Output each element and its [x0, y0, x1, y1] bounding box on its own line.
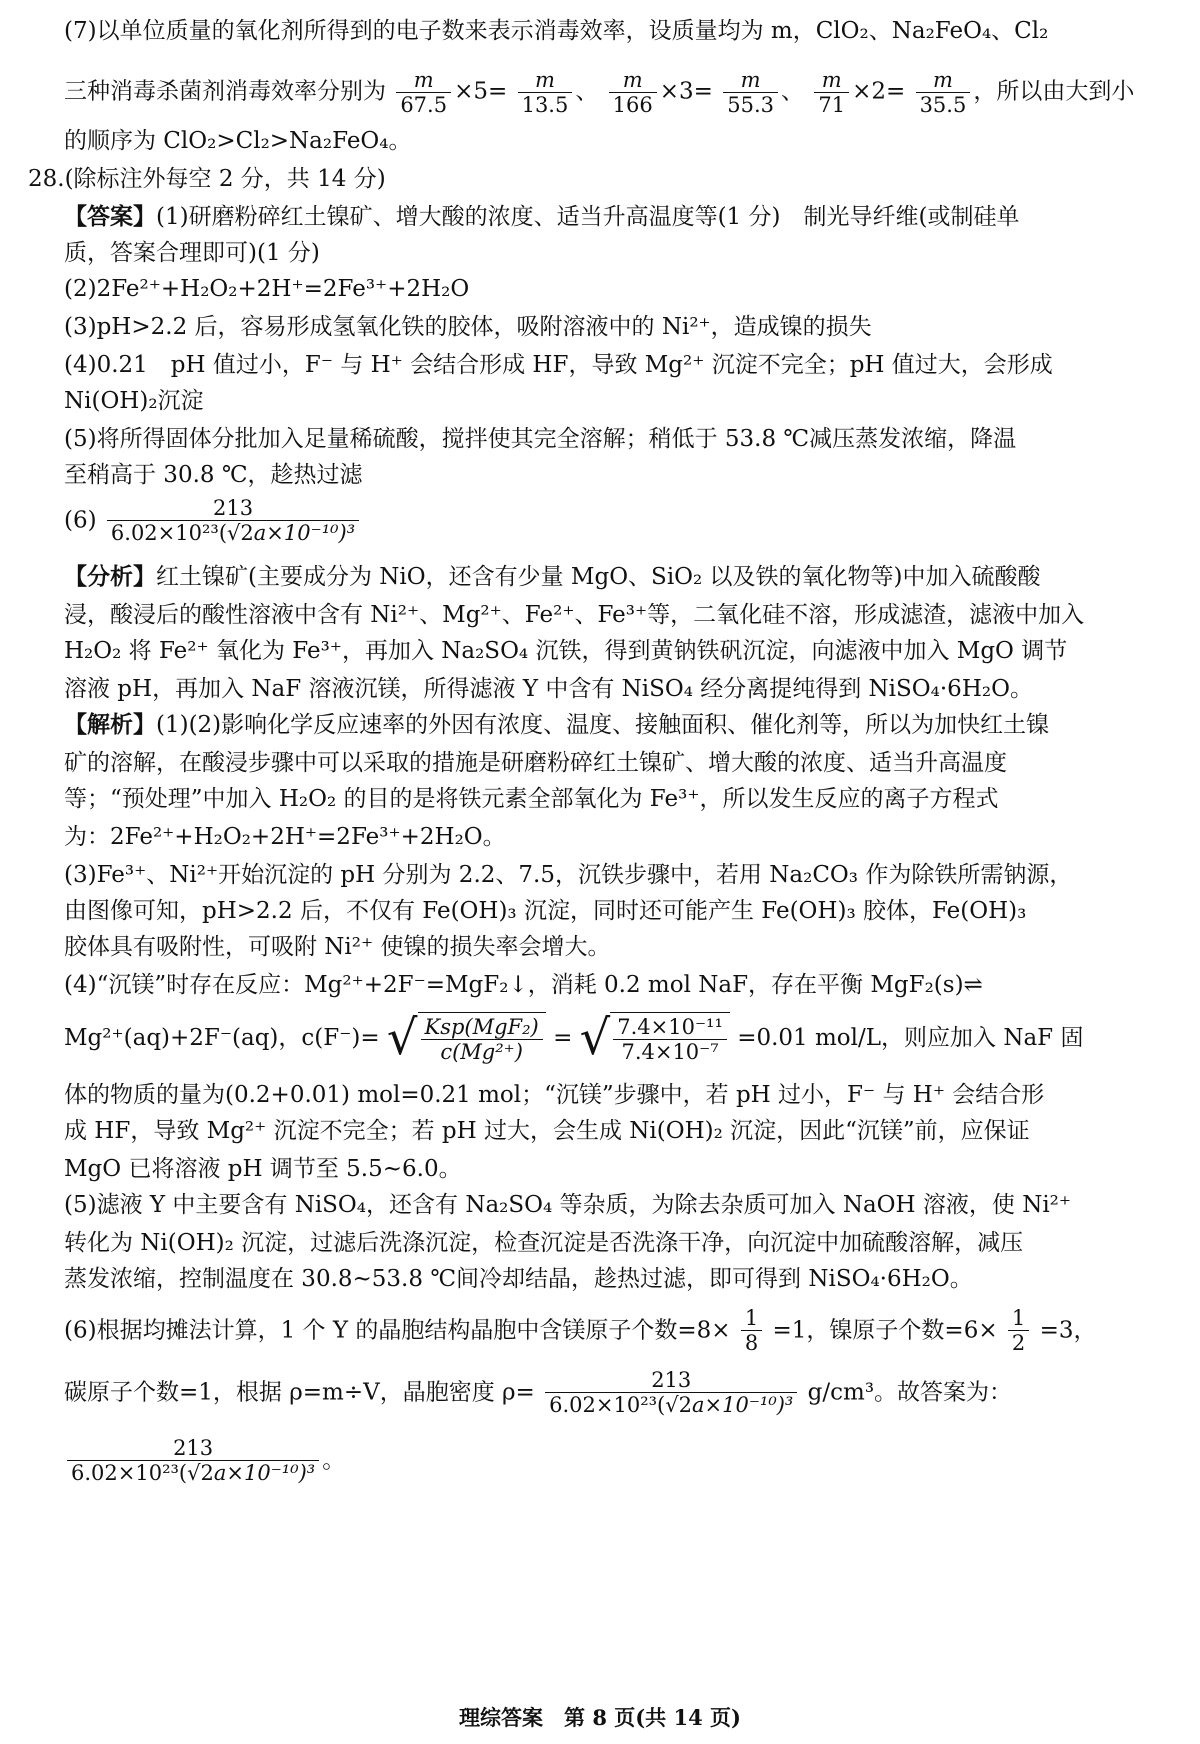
fraction: $\frac{m}{67.5}$ [396, 68, 451, 117]
explain-line9: Mg²⁺(aq)+2F⁻(aq)，c(F⁻)= √ $\frac{\text{Ksp(MgF₂)}}{\text{c(Mg²⁺)}}$ = √ $\frac{\text{7.4×10⁻¹¹}}{\text{7.4×10⁻⁷}}$ =0.01 mol/L，则应加入 NaF 固 [64, 1010, 1084, 1066]
density-fraction: $\frac{213}{\text{6.02×10²³(√2a×10⁻¹⁰)³}}$ [67, 1436, 319, 1485]
explain-line15: 蒸发浓缩，控制温度在 30.8~53.8 ℃间冷却结晶，趁热过滤，即可得到 NiSO₄·6H₂O。 [64, 1266, 973, 1292]
analysis-line2: 浸，酸浸后的酸性溶液中含有 Ni²⁺、Mg²⁺、Fe²⁺、Fe³⁺等，二氧化硅不溶，形成滤渣，滤液中加入 [64, 602, 1085, 628]
answer-line4b: Ni(OH)₂沉淀 [64, 388, 204, 414]
answer-line6: (6) $\frac{213}{\text{6.02×10²³(√2a×10⁻¹⁰)³}}$ [64, 496, 362, 545]
explain-line3: 等；“预处理”中加入 H₂O₂ 的目的是将铁元素全部氧化为 Fe³⁺，所以发生反应的离子方程式 [64, 786, 999, 812]
q28-heading: 28.(除标注外每空 2 分，共 14 分) [28, 166, 386, 192]
fraction: $\frac{m}{13.5}$ [518, 68, 573, 117]
analysis-line1: 【分析】红土镍矿(主要成分为 NiO，还含有少量 MgO、SiO₂ 以及铁的氧化物等)中加入硫酸酸 [64, 563, 1041, 590]
answer-line5b: 至稍高于 30.8 ℃，趁热过滤 [64, 462, 363, 488]
p7-line1: (7)以单位质量的氧化剂所得到的电子数来表示消毒效率，设质量均为 m，ClO₂、Na₂FeO₄、Cl₂ [64, 18, 1049, 44]
p7-line3: 的顺序为 ClO₂>Cl₂>Na₂FeO₄。 [64, 128, 412, 154]
explain-line12: MgO 已将溶液 pH 调节至 5.5~6.0。 [64, 1156, 462, 1182]
fraction: $\frac{m}{55.3}$ [723, 68, 778, 117]
answer-line2: (2)2Fe²⁺+H₂O₂+2H⁺=2Fe³⁺+2H₂O [64, 276, 470, 302]
fraction: $\frac{1}{8}$ [741, 1306, 762, 1355]
fraction: $\frac{1}{2}$ [1008, 1306, 1029, 1355]
fraction: $\frac{m}{166}$ [609, 68, 657, 117]
radical: √ $\frac{\text{Ksp(MgF₂)}}{\text{c(Mg²⁺)}}$ [387, 1012, 546, 1064]
density-fraction: $\frac{213}{\text{6.02×10²³(√2a×10⁻¹⁰)³}}$ [107, 496, 359, 545]
explain-line4: 为：2Fe²⁺+H₂O₂+2H⁺=2Fe³⁺+2H₂O。 [64, 824, 506, 850]
answer-line1b: 质，答案合理即可)(1 分) [64, 240, 320, 266]
answer-line3: (3)pH>2.2 后，容易形成氢氧化铁的胶体，吸附溶液中的 Ni²⁺，造成镍的损失 [64, 314, 872, 340]
explain-line17: 碳原子个数=1，根据 ρ=m÷V，晶胞密度 ρ= $\frac{213}{\text{6.02×10²³(√2a×10⁻¹⁰)³}}$ g/cm³。故答案为： [64, 1368, 1013, 1417]
explain-line2: 矿的溶解，在酸浸步骤中可以采取的措施是研磨粉碎红土镍矿、增大酸的浓度、适当升高温度 [64, 750, 1007, 776]
explain-line13: (5)滤液 Y 中主要含有 NiSO₄，还含有 Na₂SO₄ 等杂质，为除去杂质可加入 NaOH 溶液，使 Ni²⁺ [64, 1192, 1072, 1218]
explain-line1: 【解析】(1)(2)影响化学反应速率的外因有浓度、温度、接触面积、催化剂等，所以为加快红土镍 [64, 711, 1050, 738]
explain-line11: 成 HF，导致 Mg²⁺ 沉淀不完全；若 pH 过大，会生成 Ni(OH)₂ 沉淀，因此“沉镁”前，应保证 [64, 1118, 1030, 1144]
fraction: $\frac{m}{71}$ [814, 68, 849, 117]
explain-line14: 转化为 Ni(OH)₂ 沉淀，过滤后洗涤沉淀，检查沉淀是否洗涤干净，向沉淀中加硫酸溶解，减压 [64, 1230, 1024, 1256]
answer-line4: (4)0.21 pH 值过小，F⁻ 与 H⁺ 会结合形成 HF，导致 Mg²⁺ 沉淀不完全；pH 值过大，会形成 [64, 352, 1053, 378]
analysis-line3: H₂O₂ 将 Fe²⁺ 氧化为 Fe³⁺，再加入 Na₂SO₄ 沉铁，得到黄钠铁矾沉淀，向滤液中加入 MgO 调节 [64, 638, 1068, 664]
explain-line16: (6)根据均摊法计算，1 个 Y 的晶胞结构晶胞中含镁原子个数=8× $\frac{1}{8}$ =1，镍原子个数=6× $\frac{1}{2}$ =3， [64, 1306, 1097, 1355]
explain-line7: 胶体具有吸附性，可吸附 Ni²⁺ 使镍的损失率会增大。 [64, 934, 611, 960]
answer-line5: (5)将所得固体分批加入足量稀硫酸，搅拌使其完全溶解；稍低于 53.8 ℃减压蒸发浓缩，降温 [64, 426, 1017, 452]
explain-line18: $\frac{213}{\text{6.02×10²³(√2a×10⁻¹⁰)³}}$ 。 [64, 1436, 345, 1485]
explain-line5: (3)Fe³⁺、Ni²⁺开始沉淀的 pH 分别为 2.2、7.5，沉铁步骤中，若用 Na₂CO₃ 作为除铁所需钠源， [64, 862, 1073, 888]
radical: √ $\frac{\text{7.4×10⁻¹¹}}{\text{7.4×10⁻⁷}}$ [580, 1012, 730, 1064]
density-fraction: $\frac{213}{\text{6.02×10²³(√2a×10⁻¹⁰)³}}$ [545, 1368, 797, 1417]
answer-line1: 【答案】(1)研磨粉碎红土镍矿、增大酸的浓度、适当升高温度等(1 分) 制光导纤维(或制硅单 [64, 203, 1020, 230]
fraction: $\frac{m}{35.5}$ [916, 68, 971, 117]
page-footer: 理综答案 第 8 页(共 14 页) [459, 1705, 741, 1730]
explain-line6: 由图像可知，pH>2.2 后，不仅有 Fe(OH)₃ 沉淀，同时还可能产生 Fe(OH)₃ 胶体，Fe(OH)₃ [64, 898, 1027, 924]
explain-line8: (4)“沉镁”时存在反应：Mg²⁺+2F⁻=MgF₂↓，消耗 0.2 mol NaF，存在平衡 MgF₂(s)⇌ [64, 972, 983, 998]
explain-line10: 体的物质的量为(0.2+0.01) mol=0.21 mol；“沉镁”步骤中，若 pH 过小，F⁻ 与 H⁺ 会结合形 [64, 1082, 1045, 1108]
p7-line2: 三种消毒杀菌剂消毒效率分别为 $\frac{m}{67.5}$ ×5= $\frac{m}{13.5}$ 、 $\frac{m}{166}$ ×3= $\frac{m}{55.3}$ 、 $\frac{m}{71}$ ×2= $\frac{m}{35.5}$ ，所以由大到小 [64, 68, 1135, 117]
analysis-line4: 溶液 pH，再加入 NaF 溶液沉镁，所得滤液 Y 中含有 NiSO₄ 经分离提纯得到 NiSO₄·6H₂O。 [64, 676, 1033, 702]
